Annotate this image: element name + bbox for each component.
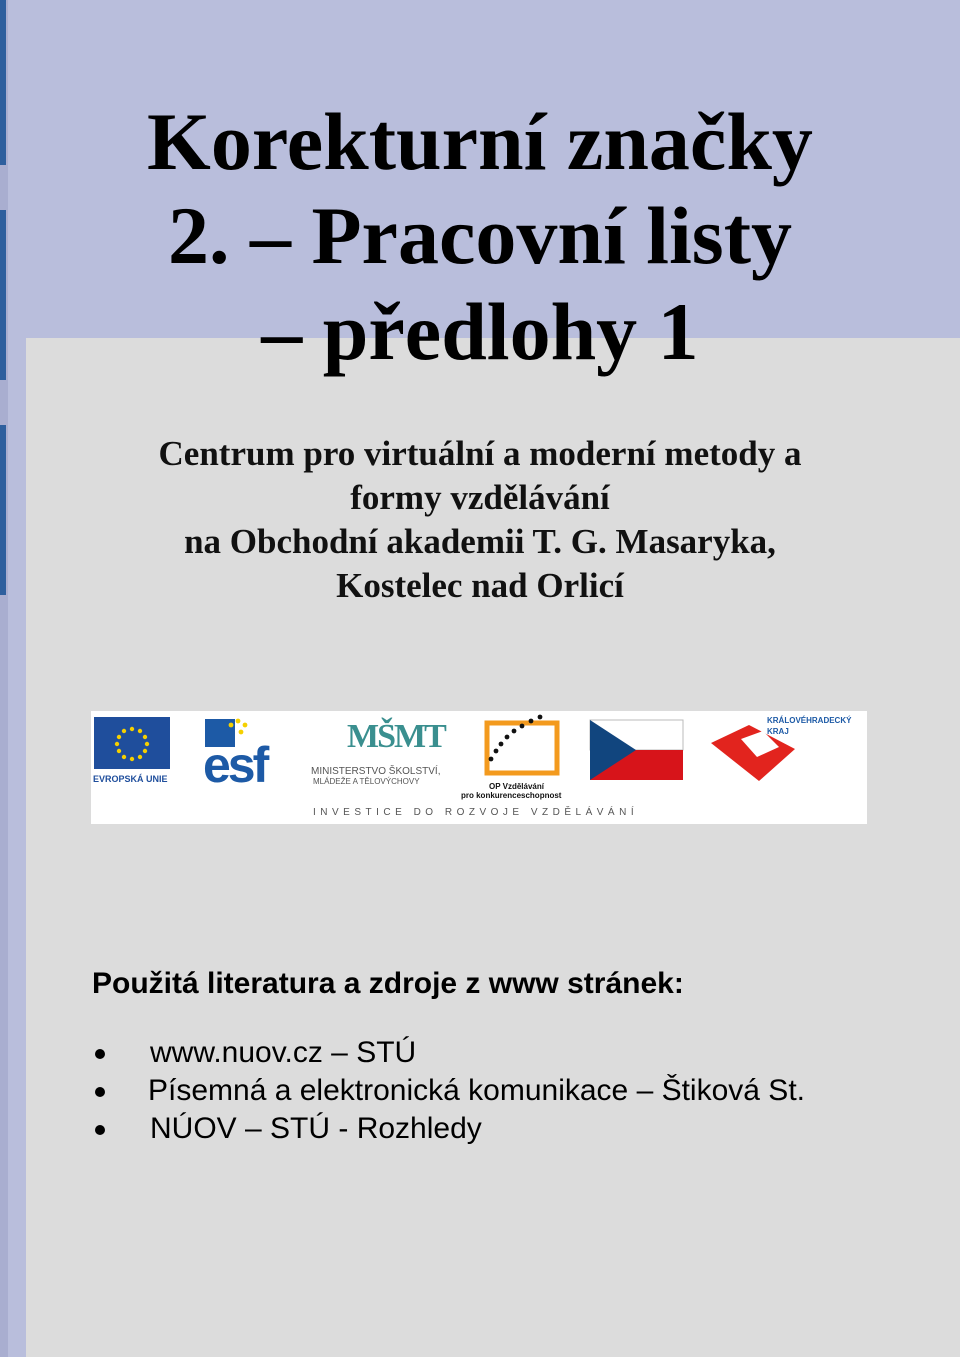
esf-label: esf bbox=[203, 737, 267, 793]
list-item-text: Písemná a elektronická komunikace – Štiková St. bbox=[148, 1074, 805, 1107]
eu-flag-field bbox=[94, 717, 170, 769]
subtitle-line-1: Centrum pro virtuální a moderní metody a bbox=[158, 434, 802, 473]
op-vzdelavani-logo bbox=[461, 715, 562, 800]
kraj-line-1: KRÁLOVÉHRADECKÝ bbox=[767, 716, 852, 725]
msmt-line-1: MINISTERSTVO ŠKOLSTVÍ, bbox=[311, 766, 441, 777]
esf-logo bbox=[203, 719, 270, 793]
bullet-icon bbox=[95, 1049, 105, 1059]
slogan: INVESTICE DO ROZVOJE VZDĚLÁVÁNÍ bbox=[313, 807, 639, 818]
title-line-2: 2. – Pracovní listy bbox=[167, 190, 793, 281]
list-item-text: NÚOV – STÚ - Rozhledy bbox=[150, 1112, 482, 1145]
msmt-mark: MŠMT bbox=[347, 718, 445, 755]
subtitle-line-3: na Obchodní akademii T. G. Masaryka, bbox=[184, 522, 776, 561]
eu-flag-logo bbox=[93, 717, 170, 784]
op-line-2: pro konkurenceschopnost bbox=[461, 791, 562, 800]
subtitle-line-4: Kostelec nad Orlicí bbox=[336, 566, 624, 605]
list-item-text: www.nuov.cz – STÚ bbox=[150, 1036, 417, 1069]
literature-heading: Použitá literatura a zdroje z www stránek: bbox=[92, 967, 684, 1000]
msmt-line-2: MLÁDEŽE A TĚLOVÝCHOVY bbox=[313, 777, 420, 786]
bullet-icon bbox=[95, 1087, 105, 1097]
czech-flag-icon bbox=[590, 720, 683, 780]
bullet-icon bbox=[95, 1125, 105, 1135]
op-line-1: OP Vzdělávání bbox=[489, 782, 544, 791]
subtitle-line-2: formy vzdělávání bbox=[350, 478, 610, 517]
kraj-line-2: KRAJ bbox=[767, 727, 789, 736]
kralovehradecky-kraj-logo bbox=[711, 716, 852, 781]
title-line-1: Korekturní značky bbox=[147, 96, 813, 187]
msmt-logo bbox=[311, 717, 447, 786]
eu-label: EVROPSKÁ UNIE bbox=[93, 774, 168, 784]
title-line-3: – předlohy 1 bbox=[261, 286, 699, 377]
logo-strip bbox=[91, 711, 867, 824]
